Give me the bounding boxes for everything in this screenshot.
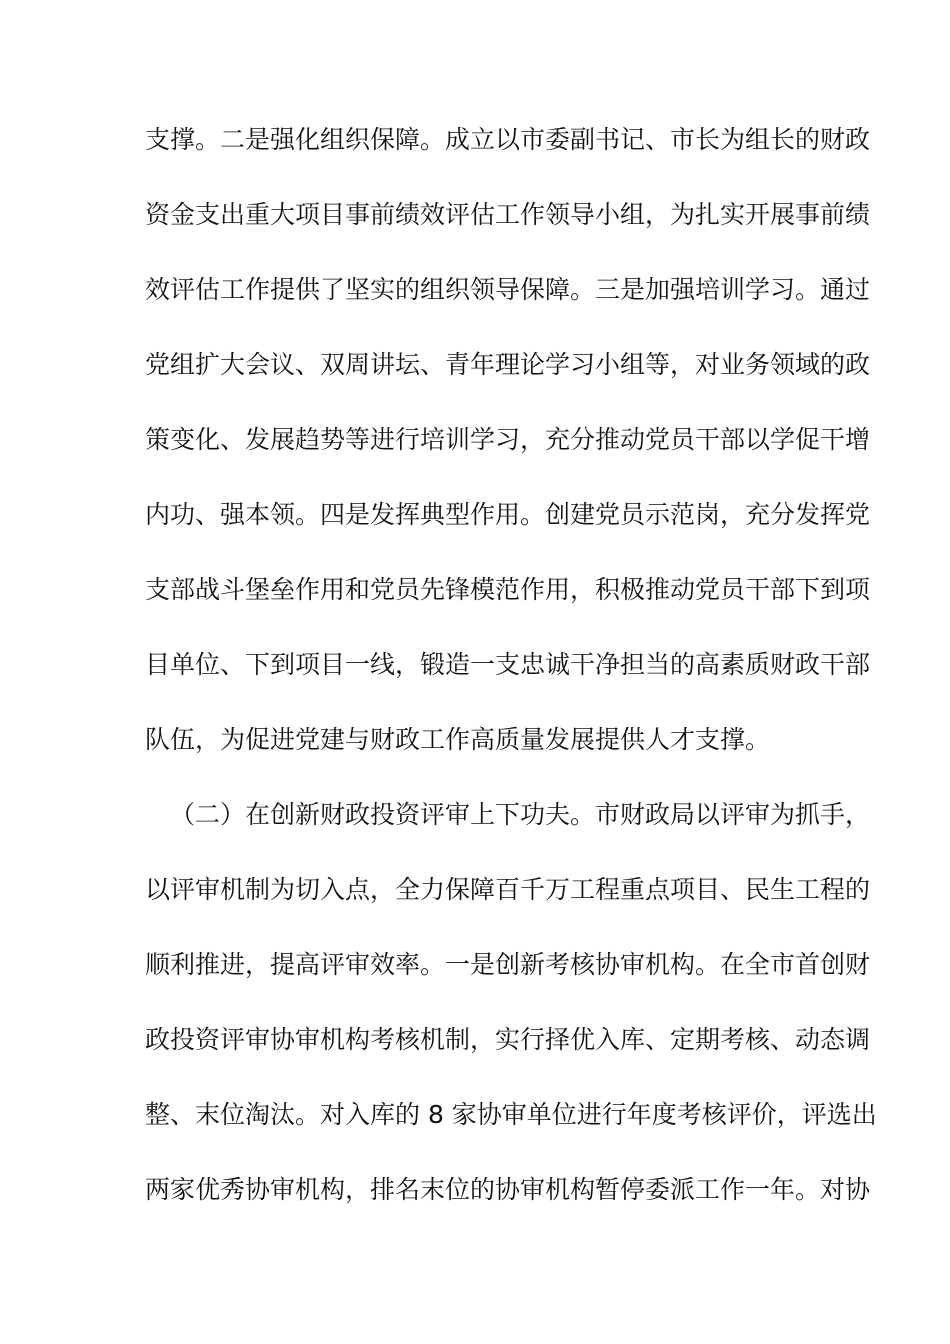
paragraph-line: 政投资评审协审机构考核机制，实行择优入库、定期考核、动态调 [145, 1025, 871, 1054]
paragraph-line: 党组扩大会议、双周讲坛、青年理论学习小组等，对业务领域的政 [145, 350, 871, 379]
paragraph-line: 策变化、发展趋势等进行培训学习，充分推动党员干部以学促干增 [145, 425, 871, 454]
paragraph-line: 顺利推进，提高评审效率。一是创新考核协审机构。在全市首创财 [145, 950, 871, 979]
paragraph-line: 资金支出重大项目事前绩效评估工作领导小组，为扎实开展事前绩 [145, 200, 871, 229]
section-heading-line: （二）在创新财政投资评审上下功夫。市财政局以评审为抓手， [170, 800, 871, 829]
paragraph-line: 内功、强本领。四是发挥典型作用。创建党员示范岗，充分发挥党 [145, 500, 871, 529]
paragraph-line: 队伍，为促进党建与财政工作高质量发展提供人才支撑。 [145, 725, 771, 754]
paragraph-line: 效评估工作提供了坚实的组织领导保障。三是加强培训学习。通过 [145, 275, 871, 304]
paragraph-line: 整、末位淘汰。对入库的 8 家协审单位进行年度考核评价，评选出 [145, 1100, 877, 1129]
paragraph-line: 两家优秀协审机构，排名末位的协审机构暂停委派工作一年。对协 [145, 1175, 871, 1204]
paragraph-line: 支撑。二是强化组织保障。成立以市委副书记、市长为组长的财政 [145, 125, 871, 154]
paragraph-line: 支部战斗堡垒作用和党员先锋模范作用，积极推动党员干部下到项 [145, 575, 871, 604]
paragraph-line: 目单位、下到项目一线，锻造一支忠诚干净担当的高素质财政干部 [145, 650, 871, 679]
paragraph-line: 以评审机制为切入点，全力保障百千万工程重点项目、民生工程的 [145, 875, 871, 904]
